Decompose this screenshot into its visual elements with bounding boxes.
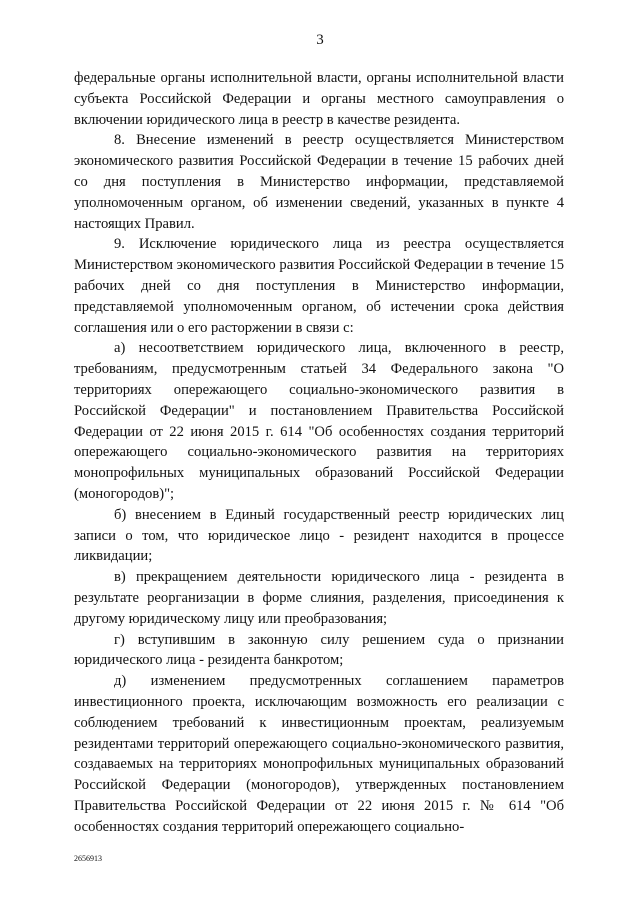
document-body <box>74 68 564 837</box>
subitem-b: б) внесением в Единый государственный реестр юридических лиц записи о том, что юридическое лицо - резидент находится в процессе ликвидации; <box>74 506 564 565</box>
paragraph-item-8: 8. Внесение изменений в реестр осуществляется Министерством экономического развития Российской Федерации в течение 15 рабочих дней со дня поступления в Министерство информации, представляемой уполномоченным органом, об изменении сведений, указанных в пункте 4 настоящих Правил. <box>74 132 564 232</box>
subitem-g: г) вступившим в законную силу решением суда о признании юридического лица - резидента банкротом; <box>74 631 564 669</box>
paragraph-continuation: федеральные органы исполнительной власти, органы исполнительной власти субъекта Российской Федерации и органы местного самоуправления о включении юридического лица в реестр в качестве резидента. <box>74 70 564 128</box>
document-code: 2656913 <box>74 854 102 863</box>
subitem-v: в) прекращением деятельности юридического лица - резидента в результате реорганизации в форме слияния, разделения, присоединения к другому юридическому лицу или преобразования; <box>74 569 564 627</box>
page-number: 3 <box>316 32 324 48</box>
subitem-a: а) несоответствием юридического лица, включенного в реестр, требованиям, предусмотренным статьей 34 Федерального закона "О территориях опережающего социально-экономического развития в Российской Федерации" и постановлением Правительства Российской Федерации от 22 июня 2015 г. 614 "Об особенностях создания территорий опережающего социально-экономического развития на территориях монопрофильных муниципальных образований Российской Федерации (моногородов)"; <box>74 340 564 502</box>
paragraph-item-9: 9. Исключение юридического лица из реестра осуществляется Министерством экономического развития Российской Федерации в течение 15 рабочих дней со дня поступления в Министерство информации, представляемой уполномоченным органом, об истечении срока действия соглашения или о его расторжении в связи с: <box>74 236 564 336</box>
subitem-d: д) изменением предусмотренных соглашением параметров инвестиционного проекта, исключающим возможность его реализации с соблюдением требований к инвестиционным проектам, реализуемым резидентами территорий опережающего социально-экономического развития, создаваемых на территориях монопрофильных муниципальных образований Российской Федерации (моногородов), утвержденных постановлением Правительства Российской Федерации от 22 июня 2015 г. № 614 "Об особенностях создания территорий опережающего социально- <box>74 673 564 835</box>
